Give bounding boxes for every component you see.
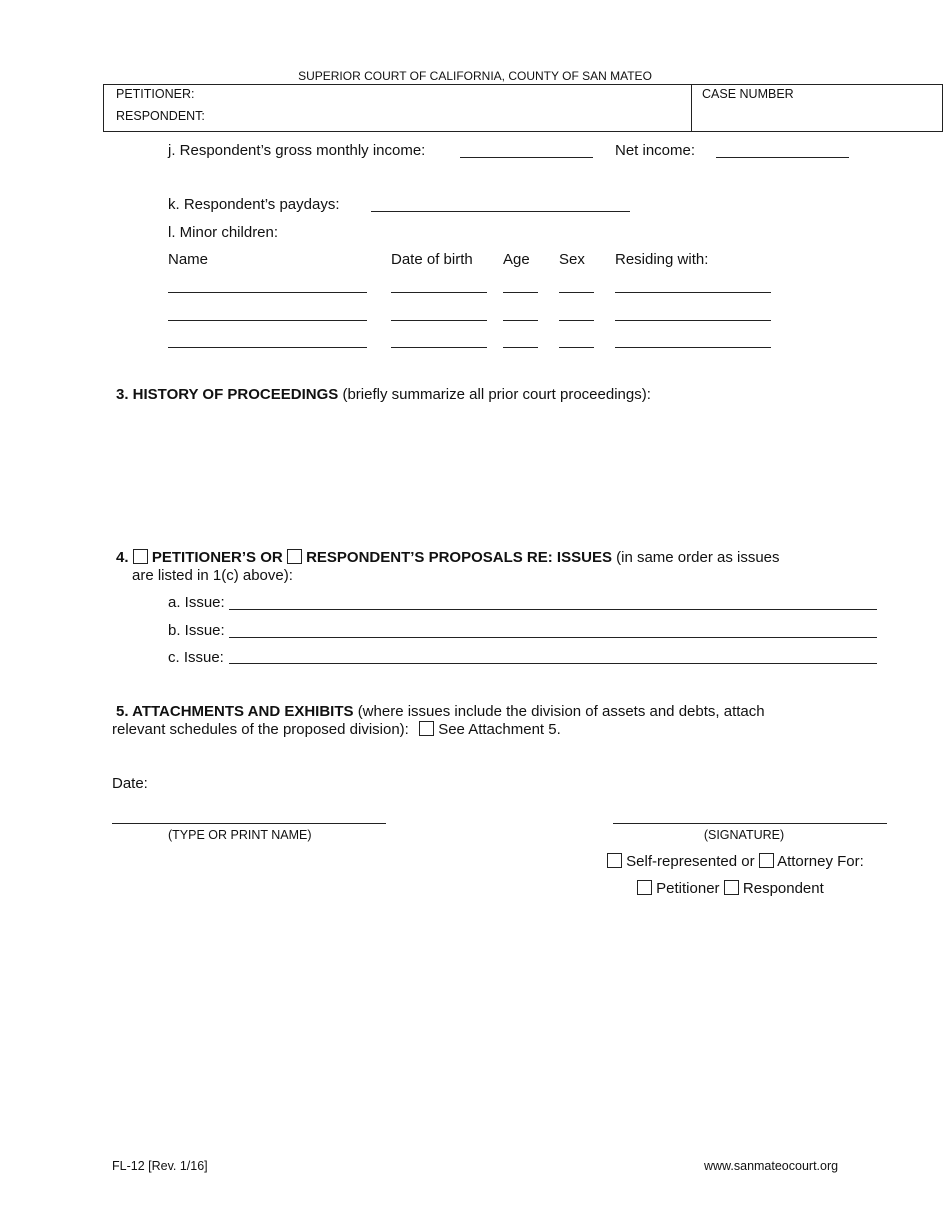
section-5-heading <box>116 703 765 720</box>
child-1-residing-field[interactable] <box>615 292 771 293</box>
issue-c-label: c. Issue: <box>168 649 224 666</box>
respondent-label: Respondent <box>742 880 824 897</box>
col-dob: Date of birth <box>391 251 473 268</box>
self-represented-checkbox[interactable] <box>607 853 622 868</box>
petitioner-label: Petitioner <box>656 880 720 897</box>
signature-field[interactable] <box>613 823 887 824</box>
self-represented-label: Self-represented or <box>626 853 755 870</box>
col-name: Name <box>168 251 209 268</box>
issue-a-label: a. Issue: <box>168 594 225 611</box>
section-4-num: 4. <box>116 549 129 566</box>
child-1-sex-field[interactable] <box>559 292 594 293</box>
child-2-residing-field[interactable] <box>615 320 771 321</box>
section-5-desc: (where issues include the division of assets and debts, attach <box>357 703 765 720</box>
petitioner-proposal-checkbox[interactable] <box>133 549 148 564</box>
signature-caption: (SIGNATURE) <box>703 828 785 842</box>
respondent-checkbox[interactable] <box>724 880 739 895</box>
respondent-label: RESPONDENT: <box>116 109 205 123</box>
child-1-dob-field[interactable] <box>391 292 487 293</box>
respondent-proposal-label: RESPONDENT’S PROPOSALS RE: ISSUES <box>306 549 612 566</box>
net-income-label: Net income: <box>615 142 696 159</box>
minor-children-label: l. Minor children: <box>168 224 279 241</box>
section-3-desc: (briefly summarize all prior court proceedings): <box>342 386 651 403</box>
section-5-desc2: relevant schedules of the proposed division): <box>112 721 409 738</box>
child-3-dob-field[interactable] <box>391 347 487 348</box>
gross-income-field[interactable] <box>460 157 593 158</box>
petitioner-checkbox[interactable] <box>637 880 652 895</box>
section-4-desc-cont: are listed in 1(c) above): <box>132 567 293 584</box>
case-number-label: CASE NUMBER <box>702 87 794 101</box>
paydays-label: k. Respondent’s paydays: <box>168 196 340 213</box>
issue-b-field[interactable] <box>229 637 877 638</box>
issue-b-label: b. Issue: <box>168 622 225 639</box>
representation-row <box>607 853 864 870</box>
court-website: www.sanmateocourt.org <box>704 1159 839 1173</box>
child-2-dob-field[interactable] <box>391 320 487 321</box>
attorney-for-label: Attorney For: <box>777 853 864 870</box>
attachment-5-label: See Attachment 5. <box>438 721 561 738</box>
caption-divider <box>691 85 692 131</box>
col-age: Age <box>503 251 530 268</box>
caption-box <box>103 84 943 132</box>
child-3-residing-field[interactable] <box>615 347 771 348</box>
col-sex: Sex <box>559 251 585 268</box>
section-5-desc-cont <box>112 721 561 738</box>
section-4-heading <box>116 549 780 566</box>
print-name-caption: (TYPE OR PRINT NAME) <box>168 828 312 842</box>
section-5-title: 5. ATTACHMENTS AND EXHIBITS <box>116 703 354 720</box>
child-1-age-field[interactable] <box>503 292 538 293</box>
col-residing: Residing with: <box>615 251 709 268</box>
section-3-heading <box>116 386 651 403</box>
print-name-field[interactable] <box>112 823 386 824</box>
child-3-age-field[interactable] <box>503 347 538 348</box>
petitioner-label: PETITIONER: <box>116 87 195 101</box>
petitioner-proposal-label: PETITIONER’S OR <box>151 549 283 566</box>
form-id: FL-12 [Rev. 1/16] <box>112 1159 208 1173</box>
child-2-name-field[interactable] <box>168 320 367 321</box>
net-income-field[interactable] <box>716 157 849 158</box>
respondent-proposal-checkbox[interactable] <box>287 549 302 564</box>
child-2-sex-field[interactable] <box>559 320 594 321</box>
court-title: SUPERIOR COURT OF CALIFORNIA, COUNTY OF SAN MATEO <box>298 69 652 83</box>
child-2-age-field[interactable] <box>503 320 538 321</box>
section-3-title: 3. HISTORY OF PROCEEDINGS <box>116 386 339 403</box>
gross-income-label: j. Respondent’s gross monthly income: <box>168 142 426 159</box>
section-4-desc: (in same order as issues <box>616 549 780 566</box>
paydays-field[interactable] <box>371 211 630 212</box>
attorney-for-checkbox[interactable] <box>759 853 774 868</box>
child-1-name-field[interactable] <box>168 292 367 293</box>
child-3-sex-field[interactable] <box>559 347 594 348</box>
history-text-area[interactable] <box>116 412 876 532</box>
party-row <box>637 880 824 897</box>
attachment-5-checkbox[interactable] <box>419 721 434 736</box>
date-label: Date: <box>112 775 148 792</box>
issue-c-field[interactable] <box>229 663 877 664</box>
child-3-name-field[interactable] <box>168 347 367 348</box>
issue-a-field[interactable] <box>229 609 877 610</box>
